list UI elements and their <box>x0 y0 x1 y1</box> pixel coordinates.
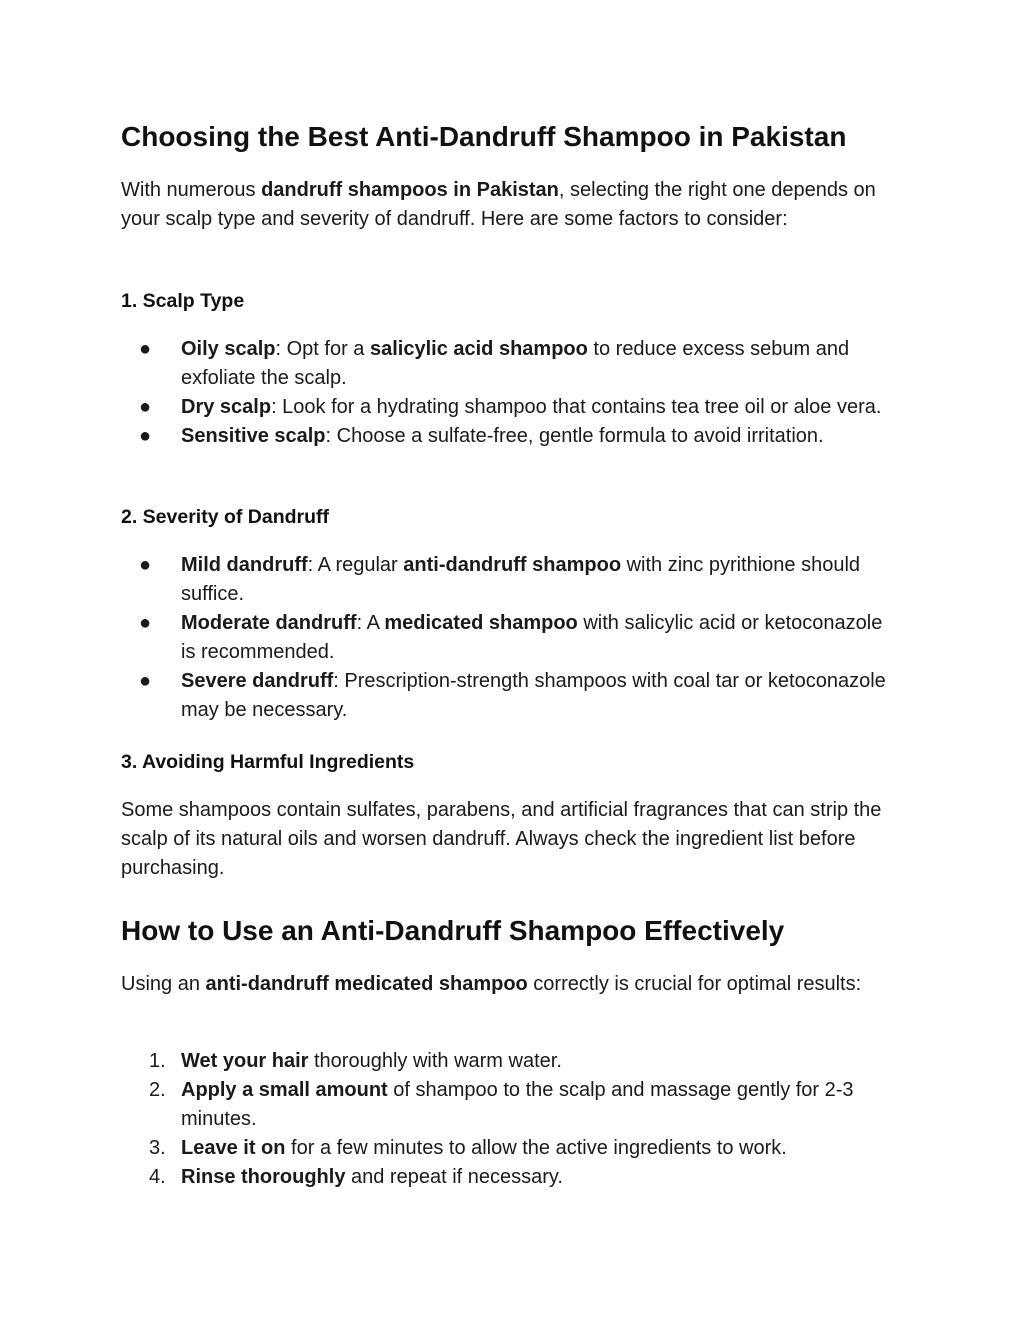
item-bold-text: salicylic acid shampoo <box>369 338 588 360</box>
severity-list <box>121 551 901 725</box>
step-text: thoroughly with warm water. <box>308 1050 562 1072</box>
bullet-icon: ● <box>139 425 152 447</box>
step-number: 3. <box>149 1137 166 1159</box>
list-item <box>121 393 901 422</box>
item-bold-text: Oily scalp <box>181 338 276 360</box>
list-item <box>121 551 901 609</box>
bullet-icon: ● <box>139 396 152 418</box>
step-item <box>121 1076 901 1134</box>
item-bold-text: Dry scalp <box>181 396 272 418</box>
step-item <box>121 1163 901 1192</box>
item-bold-text: Mild dandruff <box>181 554 308 576</box>
step-number: 4. <box>149 1166 166 1188</box>
step-text: and repeat if necessary. <box>345 1166 563 1188</box>
step-item <box>121 1047 901 1076</box>
intro-text: With numerous <box>121 179 262 201</box>
list-item <box>121 609 901 667</box>
item-bold-text: Moderate dandruff <box>181 612 357 634</box>
item-bold-text: Sensitive scalp <box>181 425 326 447</box>
section-heading-severity: 2. Severity of Dandruff <box>121 506 330 528</box>
step-number: 1. <box>149 1050 166 1072</box>
item-text: : A regular <box>307 554 404 576</box>
intro-paragraph <box>121 176 901 234</box>
step-bold-text: Wet your hair <box>181 1050 309 1072</box>
step-text: of shampoo to the scalp and massage gently for 2-3 minutes. <box>181 1079 854 1130</box>
item-text: : Opt for a <box>275 338 370 360</box>
intro-bold-text: anti-dandruff medicated shampoo <box>205 973 528 995</box>
item-text: : Prescription-strength shampoos with coal tar or ketoconazole may be necessary. <box>181 670 886 721</box>
item-text: : Look for a hydrating shampoo that contains tea tree oil or aloe vera. <box>271 396 882 418</box>
harmful-ingredients-paragraph: Some shampoos contain sulfates, parabens, and artificial fragrances that can strip the scalp of its natural oils and worsen dandruff. Always check the ingredient list before purchasing. <box>121 799 882 879</box>
item-text: with zinc pyrithione should suffice. <box>181 554 861 605</box>
list-item <box>121 335 901 393</box>
section-heading-harmful-ingredients: 3. Avoiding Harmful Ingredients <box>121 751 415 773</box>
page-title: Choosing the Best Anti-Dandruff Shampoo in Pakistan <box>121 121 847 152</box>
how-to-use-intro <box>121 970 881 999</box>
item-text: with salicylic acid or ketoconazole is recommended. <box>181 612 883 663</box>
bullet-icon: ● <box>139 338 152 360</box>
bullet-icon: ● <box>139 554 152 576</box>
intro-text: , selecting the right one depends on your scalp type and severity of dandruff. Here are some factors to consider: <box>121 179 876 230</box>
step-bold-text: Rinse thoroughly <box>181 1166 346 1188</box>
usage-steps-list <box>121 1047 901 1192</box>
item-text: : A <box>356 612 385 634</box>
step-bold-text: Leave it on <box>181 1137 286 1159</box>
item-bold-text: anti-dandruff shampoo <box>403 554 622 576</box>
list-item <box>121 422 901 451</box>
intro-text: Using an <box>121 973 206 995</box>
bullet-icon: ● <box>139 612 152 634</box>
step-item <box>121 1134 901 1163</box>
item-text: : Choose a sulfate-free, gentle formula to avoid irritation. <box>325 425 824 447</box>
step-bold-text: Apply a small amount <box>181 1079 388 1101</box>
bullet-icon: ● <box>139 670 152 692</box>
item-text: to reduce excess sebum and exfoliate the scalp. <box>181 338 850 389</box>
item-bold-text: Severe dandruff <box>181 670 334 692</box>
list-item <box>121 667 901 725</box>
step-number: 2. <box>149 1079 166 1101</box>
item-bold-text: medicated shampoo <box>384 612 578 634</box>
scalp-type-list <box>121 335 901 451</box>
section-heading-scalp-type: 1. Scalp Type <box>121 290 245 312</box>
step-text: for a few minutes to allow the active ingredients to work. <box>285 1137 787 1159</box>
section-title-how-to-use: How to Use an Anti-Dandruff Shampoo Effectively <box>121 915 785 946</box>
intro-bold-text: dandruff shampoos in Pakistan <box>261 179 559 201</box>
intro-text: correctly is crucial for optimal results: <box>527 973 862 995</box>
